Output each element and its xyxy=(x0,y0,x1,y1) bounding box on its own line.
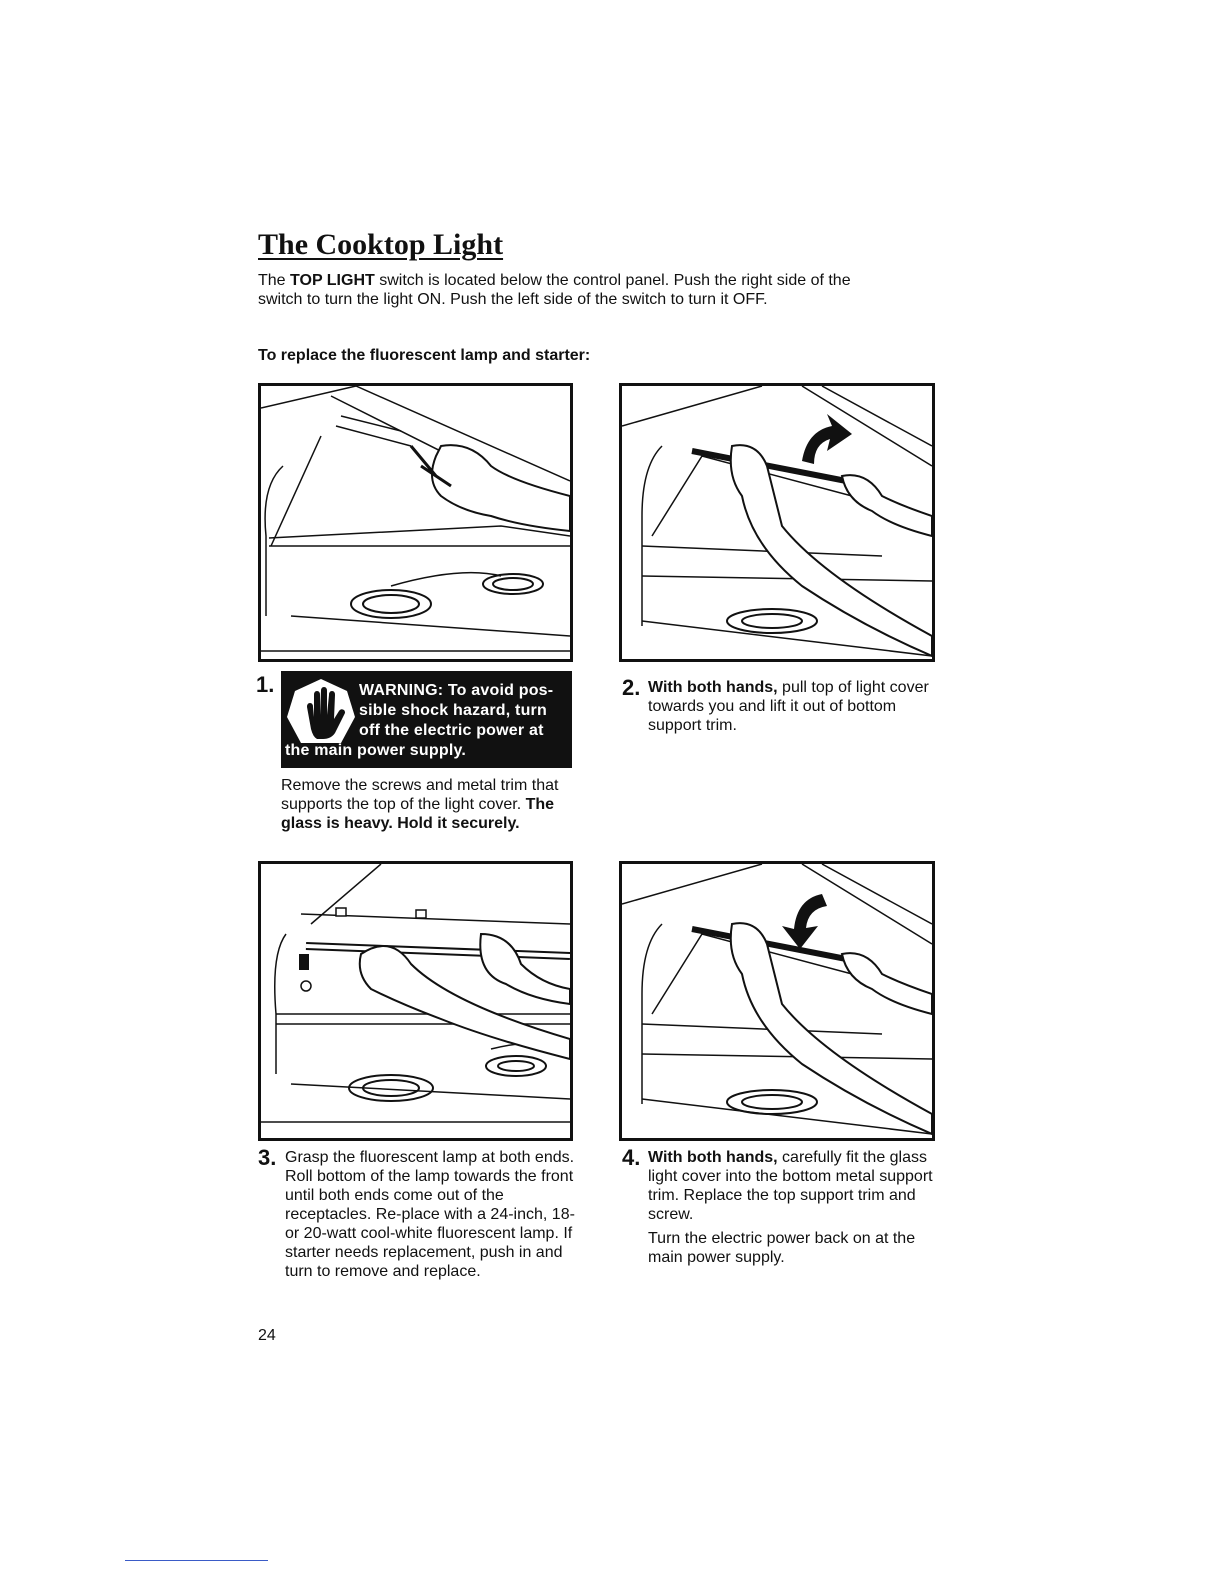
page-number: 24 xyxy=(258,1327,276,1344)
footer-rule xyxy=(125,1560,268,1561)
step-3-text: Grasp the fluorescent lamp at both ends. Roll bottom of the lamp towards the front until both ends come out of the receptacles. Re-place with a 24-inch, 18- or 20-watt cool-white fluorescent lamp. If starter needs replacement, push in and turn to remove and replace. xyxy=(285,1149,575,1280)
curved-arrow-down-icon xyxy=(782,894,827,949)
curved-arrow-up-icon xyxy=(802,414,852,464)
instructions-heading: To replace the fluorescent lamp and starter: xyxy=(258,347,591,364)
illustration-step-1 xyxy=(258,383,573,662)
step-4-text-2: Turn the electric power back on at the main power supply. xyxy=(648,1230,916,1266)
warning-box xyxy=(281,671,572,768)
page-title: The Cooktop Light xyxy=(258,228,504,261)
warning-line: off the electric power at xyxy=(359,722,544,739)
top-light-label: TOP LIGHT xyxy=(290,272,375,289)
hood-replace-cover-drawing xyxy=(622,864,932,1138)
step-2-text: With both hands, pull top of light cover towards you and lift it out of bottom support trim. xyxy=(648,679,929,734)
intro-paragraph: The TOP LIGHT switch is located below the control panel. Push the right side of the switch to turn the light ON. Push the left side of the switch to turn it OFF. xyxy=(258,272,851,308)
step-4-text: With both hands, carefully fit the glass light cover into the bottom metal support trim. Replace the top support trim and screw. xyxy=(648,1149,933,1223)
illustration-step-3 xyxy=(258,861,573,1141)
step-1-number: 1. xyxy=(256,672,275,697)
warning-line: WARNING: To avoid pos- xyxy=(359,682,554,699)
illustration-step-4 xyxy=(619,861,935,1141)
warning-line: sible shock hazard, turn xyxy=(359,702,547,719)
step-2-number: 2. xyxy=(622,675,641,700)
hood-pull-cover-drawing xyxy=(622,386,932,659)
hood-screwdriver-drawing xyxy=(261,386,570,659)
illustration-step-2 xyxy=(619,383,935,662)
hood-lamp-removal-drawing xyxy=(261,864,570,1138)
step-3-number: 3. xyxy=(258,1145,277,1170)
step-4-number: 4. xyxy=(622,1145,641,1170)
step-1-text: Remove the screws and metal trim that supports the top of the light cover. The glass is heavy. Hold it securely. xyxy=(281,777,559,832)
warning-line: the main power supply. xyxy=(285,742,467,759)
